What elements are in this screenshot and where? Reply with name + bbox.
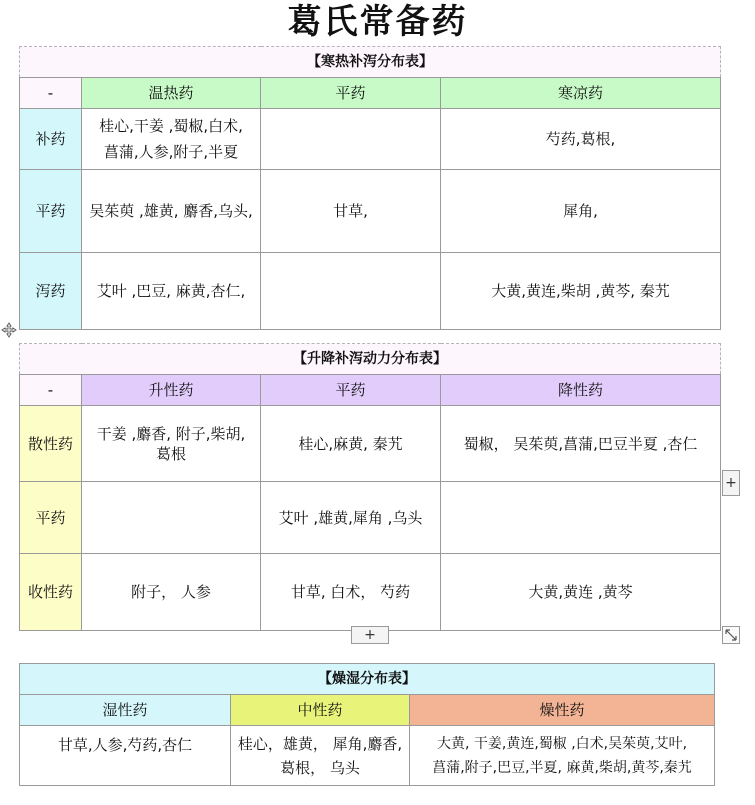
table-cell[interactable]: 艾叶 ,雄黄,犀角 ,乌头 (261, 482, 441, 554)
header-neutral[interactable]: 平药 (261, 375, 441, 406)
table-caption: 【燥湿分布表】 (20, 664, 715, 695)
header-damp[interactable]: 湿性药 (20, 695, 231, 726)
table-cell[interactable] (261, 253, 441, 330)
table-cell[interactable]: 甘草, (261, 170, 441, 253)
table-cell[interactable]: 犀角, (441, 170, 721, 253)
table-cell[interactable] (82, 482, 261, 554)
table-cell[interactable]: 干姜 ,麝香, 附子,柴胡, 葛根 (82, 406, 261, 482)
row-label[interactable]: 补药 (20, 109, 82, 170)
table-cell[interactable]: 桂心,干姜 ,蜀椒,白术, 菖蒲,人参,附子,半夏 (82, 109, 261, 170)
table-caption: 【升降补泻动力分布表】 (20, 344, 721, 375)
row-label[interactable]: 泻药 (20, 253, 82, 330)
table-cell[interactable]: 大黄,黄连,柴胡 ,黄芩, 秦艽 (441, 253, 721, 330)
table-resize-icon[interactable] (722, 626, 740, 644)
header-ascend[interactable]: 升性药 (82, 375, 261, 406)
dry-damp-table (19, 663, 715, 786)
table-cell[interactable]: 吴茱萸 ,雄黄, 麝香,乌头, (82, 170, 261, 253)
table-cell[interactable]: 艾叶 ,巴豆, 麻黄,杏仁, (82, 253, 261, 330)
table-cell[interactable]: 大黄,黄连 ,黄芩 (441, 554, 721, 631)
ascend-descend-table (19, 343, 721, 631)
table-move-icon[interactable] (1, 322, 17, 338)
add-row-button[interactable]: + (351, 626, 389, 644)
header-neutral[interactable]: 平药 (261, 78, 441, 109)
header-neutral[interactable]: 中性药 (231, 695, 410, 726)
add-column-button[interactable]: + (722, 470, 740, 496)
table-cell[interactable]: 芍药,葛根, (441, 109, 721, 170)
table-cell[interactable]: 甘草, 白术， 芍药 (261, 554, 441, 631)
table-cell[interactable]: 甘草,人参,芍药,杏仁 (20, 726, 231, 786)
page-title: 葛氏常备药 (287, 2, 468, 42)
table-cell[interactable]: 桂心,麻黄, 秦艽 (261, 406, 441, 482)
table-cell[interactable] (261, 109, 441, 170)
header-corner[interactable]: - (20, 375, 82, 406)
table-caption: 【寒热补泻分布表】 (20, 47, 721, 78)
header-cold[interactable]: 寒凉药 (441, 78, 721, 109)
header-dry[interactable]: 燥性药 (410, 695, 715, 726)
cold-heat-table (19, 46, 721, 330)
table-cell[interactable]: 大黄, 干姜,黄连,蜀椒 ,白术,吴茱萸,艾叶, 菖蒲,附子,巴豆,半夏, 麻黄,柴胡,黄芩,秦艽 (410, 726, 715, 786)
row-label[interactable]: 平药 (20, 482, 82, 554)
table-cell[interactable]: 桂心，雄黄， 犀角,麝香, 葛根， 乌头 (231, 726, 410, 786)
row-label[interactable]: 收性药 (20, 554, 82, 631)
row-label[interactable]: 平药 (20, 170, 82, 253)
table-cell[interactable] (441, 482, 721, 554)
table-cell[interactable]: 蜀椒， 吴茱萸,菖蒲,巴豆半夏 ,杏仁 (441, 406, 721, 482)
row-label[interactable]: 散性药 (20, 406, 82, 482)
table-cell[interactable]: 附子， 人参 (82, 554, 261, 631)
header-warm[interactable]: 温热药 (82, 78, 261, 109)
header-descend[interactable]: 降性药 (441, 375, 721, 406)
header-corner[interactable]: - (20, 78, 82, 109)
